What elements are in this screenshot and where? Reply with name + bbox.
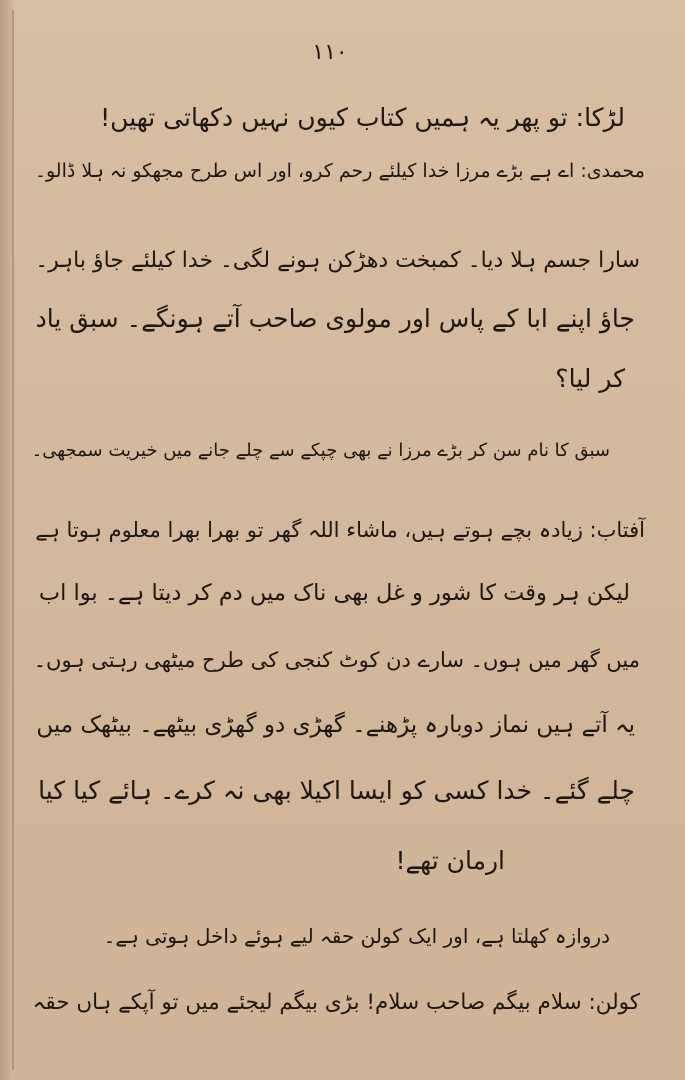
text-line-1: لڑکا: تو پھر یہ ہمیں کتاب کیوں نہیں دکھاتی تھیں! (100, 103, 625, 132)
text-line-12: کولن: سلام بیگم صاحب سلام! بڑی بیگم لیجئے میں تو آپکے ہاں حقہ (32, 990, 640, 1015)
stage-direction-2: دروازہ کھلتا ہے، اور ایک کولن حقہ لیے ہوئے داخل ہوتی ہے۔ (103, 924, 610, 948)
text-line-2: محمدی: اے ہے بڑے مرزا خدا کیلئے رحم کرو، اور اس طرح مجھکو نہ ہلا ڈالو۔ (34, 160, 645, 182)
text-line-7: لیکن ہر وقت کا شور و غل بھی ناک میں دم کر دیتا ہے۔ بوا اب (38, 580, 630, 606)
text-line-5: کر لیا؟ (555, 364, 625, 393)
text-line-3: سارا جسم ہلا دیا۔ کمبخت دھڑکن ہونے لگی۔ خدا کیلئے جاؤ باہر۔ (35, 248, 640, 273)
page-edge (12, 10, 14, 1070)
text-line-8: میں گھر میں ہوں۔ سارے دن کوٹ کنجی کی طرح میٹھی رہتی ہوں۔ (33, 648, 640, 672)
text-line-11: ارمان تھے! (395, 846, 505, 875)
stage-direction-1: سبق کا نام سن کر بڑے مرزا نے بھی چپکے سے چلے جانے میں خیریت سمجھی۔ (31, 440, 610, 461)
text-line-6: آفتاب: زیادہ بچے ہوتے ہیں، ماشاء اللہ گھر تو بھرا بھرا معلوم ہوتا ہے (35, 518, 645, 542)
text-line-4: جاؤ اپنے ابا کے پاس اور مولوی صاحب آتے ہونگے۔ سبق یاد (35, 304, 635, 333)
text-line-10: چلے گئے۔ خدا کسی کو ایسا اکیلا بھی نہ کرے۔ ہائے کیا کیا (38, 776, 635, 805)
page-number: ۱۱۰ (312, 40, 348, 65)
text-line-9: یہ آتے ہیں نماز دوبارہ پڑھنے۔ گھڑی دو گھڑی بیٹھے۔ بیٹھک میں (36, 712, 635, 738)
